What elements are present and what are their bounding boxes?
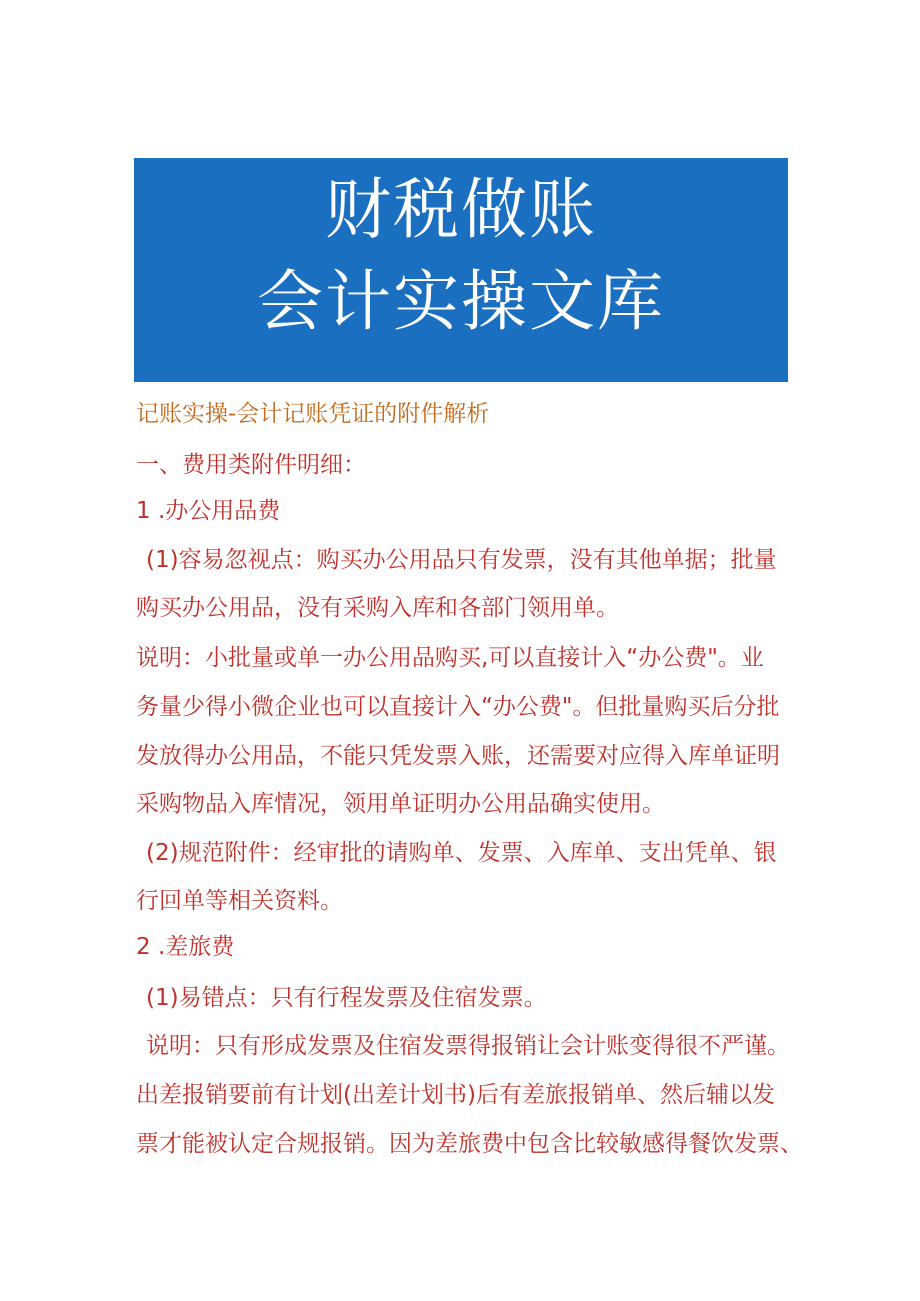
item-heading-office-supplies: 1 .办公用品费 xyxy=(136,498,281,524)
item2-note-line1: 说明：只有形成发票及住宿发票得报销让会计账变得很不严谨。 xyxy=(146,1033,790,1059)
item2-point1: (1)易错点：只有行程发票及住宿发票。 xyxy=(146,985,547,1011)
item-heading-travel: 2 .差旅费 xyxy=(136,934,235,960)
item1-note-line2: 务量少得小微企业也可以直接计入“办公费"。但批量购买后分批 xyxy=(136,694,780,720)
banner-title-line1: 财税做账 xyxy=(325,171,597,248)
item1-note-line1: 说明：小批量或单一办公用品购买,可以直接计入“办公费"。业 xyxy=(136,645,764,671)
item1-note-line3: 发放得办公用品，不能只凭发票入账，还需要对应得入库单证明 xyxy=(136,743,780,769)
banner-title-line2: 会计实操文库 xyxy=(257,263,665,340)
item1-note-line4: 采购物品入库情况，领用单证明办公用品确实使用。 xyxy=(136,791,665,817)
item1-point1-line1: (1)容易忽视点：购买办公用品只有发票，没有其他单据；批量 xyxy=(146,547,777,573)
item1-point2-line2: 行回单等相关资料。 xyxy=(136,888,343,914)
item1-point2-line1: (2)规范附件：经审批的请购单、发票、入库单、支出凭单、银 xyxy=(146,840,777,866)
section-heading-expenses: 一、费用类附件明细： xyxy=(136,452,366,478)
item2-note-line3: 票才能被认定合规报销。因为差旅费中包含比较敏感得餐饮发票、 xyxy=(136,1131,803,1157)
item1-point1-line2: 购买办公用品，没有采购入库和各部门领用单。 xyxy=(136,595,619,621)
document-title: 记账实操-会计记账凭证的附件解析 xyxy=(136,401,490,427)
item2-note-line2: 出差报销要前有计划(出差计划书)后有差旅报销单、然后辅以发 xyxy=(136,1082,775,1108)
